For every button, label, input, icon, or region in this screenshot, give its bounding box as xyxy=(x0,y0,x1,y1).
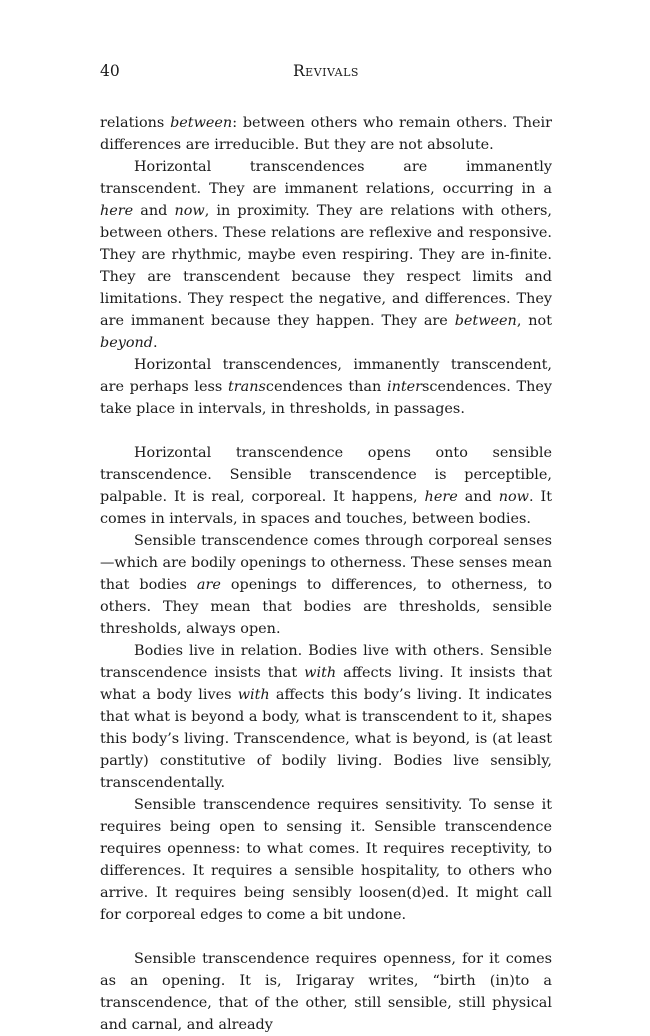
paragraph xyxy=(100,156,552,354)
italic-text: trans xyxy=(227,379,266,395)
text-segment: Sensible transcendence requires openness, for it comes as an opening. It is, Irigaray writes, “birth (in)to a transcendence, that of the other, still sensible, still physical and carnal, and already xyxy=(100,951,552,1033)
paragraph xyxy=(100,112,552,156)
text-segment: Sensible transcendence requires sensitivity. To sense it requires being open to sensing it. Sensible transcendence requires openness: to what comes. It requires receptivity, to differences. It requires a sensible hospitality, to others who arrive. It requires being sensibly loosen(d)ed. It might call for corporeal edges to come a bit undone. xyxy=(100,797,552,923)
paragraph xyxy=(100,794,552,926)
text-segment: cendences than xyxy=(265,379,387,395)
italic-text: between xyxy=(454,313,517,329)
paragraph xyxy=(100,442,552,530)
text-segment: scendences. They take place in intervals, in thresholds, in passages. xyxy=(100,379,552,417)
text-segment: and xyxy=(457,489,499,505)
text-segment: Horizontal transcendences, immanently transcendent, are perhaps less xyxy=(100,357,552,395)
text-segment: openings to differences, to otherness, to others. They mean that bodies are thresholds, sensible thresholds, always open. xyxy=(100,577,552,637)
page-header xyxy=(100,60,552,82)
text-segment: . It comes in intervals, in spaces and touches, between bodies. xyxy=(100,489,552,527)
text-segment: relations xyxy=(100,115,171,131)
paragraph xyxy=(100,354,552,420)
text-segment: Horizontal transcendence opens onto sensible transcendence. Sensible transcendence is perceptible, palpable. It is real, corporeal. It happens, xyxy=(100,445,552,505)
text-segment: : between others who remain others. Their differences are irreducible. But they are not absolute. xyxy=(100,115,552,153)
paragraph xyxy=(100,530,552,640)
italic-text: with xyxy=(304,665,337,681)
text-segment: . xyxy=(153,335,158,351)
italic-text: here xyxy=(424,489,458,505)
text-segment: , not xyxy=(516,313,552,329)
text-segment: , in proximity. They are relations with others, between others. These relations are reflexive and responsive. They are rhythmic, maybe even respiring. They are in-finite. They are transcendent because they respect limits and limitations. They respect the negative, and differences. They are immanent because they happen. They are xyxy=(100,203,552,329)
italic-text: between xyxy=(170,115,233,131)
italic-text: here xyxy=(100,203,134,219)
body-text xyxy=(100,112,552,1036)
italic-text: inter xyxy=(386,379,423,395)
italic-text: with xyxy=(237,687,270,703)
italic-text: now xyxy=(498,489,529,505)
italic-text: are xyxy=(196,577,221,593)
page-number: 40 xyxy=(100,62,120,80)
book-page xyxy=(100,60,552,1036)
running-head: Revivals xyxy=(293,62,359,80)
italic-text: now xyxy=(174,203,205,219)
text-segment: affects this body’s living. It indicates that what is beyond a body, what is transcendent to it, shapes this body’s living. Transcendence, what is beyond, is (at least partly) constitutive of bodily living. Bodies live sensibly, transcendentally. xyxy=(100,687,552,791)
text-segment: affects living. It insists that what a body lives xyxy=(100,665,552,703)
paragraph xyxy=(100,640,552,794)
text-segment: Bodies live in relation. Bodies live with others. Sensible transcendence insists that xyxy=(100,643,552,681)
text-segment: Sensible transcendence comes through corporeal senses—which are bodily openings to otherness. These senses mean that bodies xyxy=(100,533,552,593)
text-segment: and xyxy=(133,203,175,219)
italic-text: beyond xyxy=(100,335,154,351)
text-segment: Horizontal transcendences are immanently transcendent. They are immanent relations, occurring in a xyxy=(100,159,552,197)
paragraph xyxy=(100,948,552,1036)
